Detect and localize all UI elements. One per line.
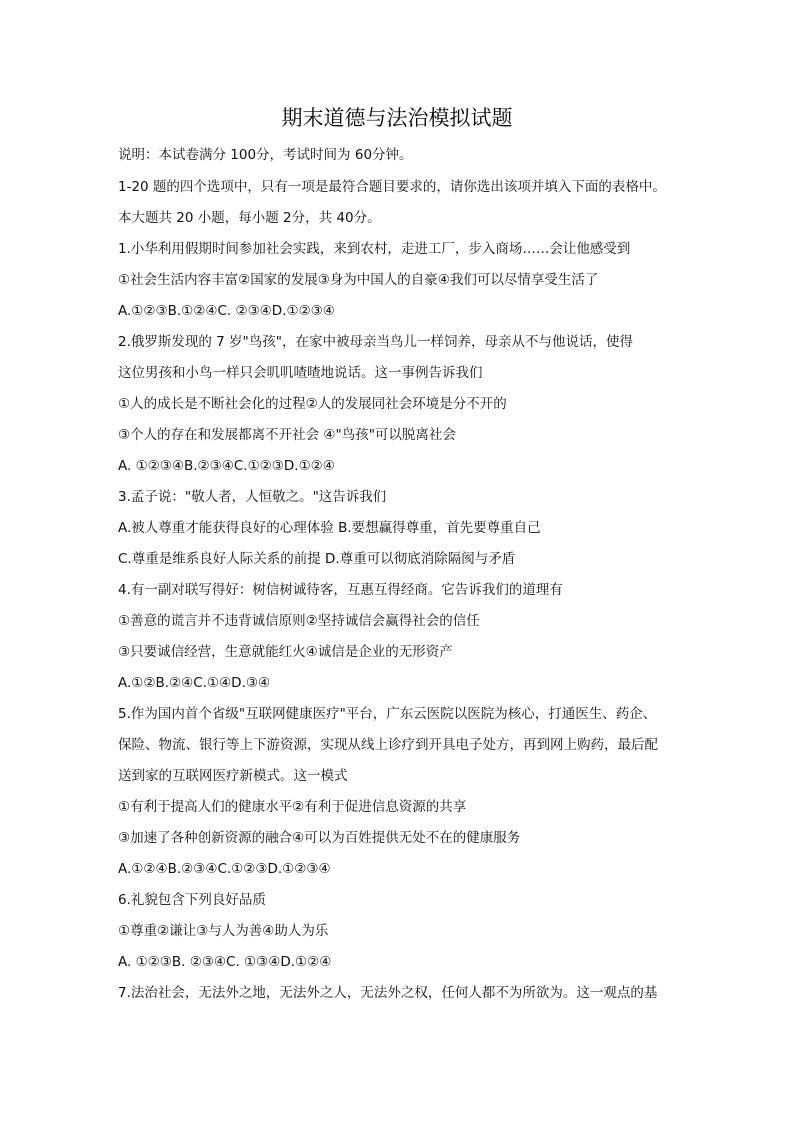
exam-title: 期末道德与法治模拟试题 xyxy=(281,106,513,130)
question-5-statements: ①有利于提高人们的健康水平②有利于促进信息资源的共享 xyxy=(118,799,467,815)
question-5-options: A.①②④B.②③④C.①②③D.①②③④ xyxy=(118,861,331,877)
question-5-stem: 保险、物流、银行等上下游资源，实现从线上诊疗到开具电子处方，再到网上购药，最后配 xyxy=(118,737,658,753)
instructions-line: 1-20 题的四个选项中，只有一项是最符合题目要求的，请你选出该项并填入下面的表格中。 xyxy=(118,179,666,195)
question-2-stem: 这位男孩和小鸟一样只会叽叽喳喳地说话。这一事例告诉我们 xyxy=(118,365,483,381)
question-6-options: A. ①②③B. ②③④C. ①③④D.①②④ xyxy=(118,954,332,970)
question-5-stem: 5.作为国内首个省级"互联网健康医疗"平台，广东云医院以医院为核心，打通医生、药企、 xyxy=(118,706,657,722)
question-1-options: A.①②③B.①②④C. ②③④D.①②③④ xyxy=(118,303,335,319)
question-3-stem: 3.孟子说："敬人者，人恒敬之。"这告诉我们 xyxy=(118,489,387,505)
question-2-options: A. ①②③④B.②③④C.①②③D.①②④ xyxy=(118,458,335,474)
question-5-statements: ③加速了各种创新资源的融合④可以为百姓提供无处不在的健康服务 xyxy=(118,830,521,846)
question-5-stem: 送到家的互联网医疗新模式。这一模式 xyxy=(118,768,348,784)
question-1-statements: ①社会生活内容丰富②国家的发展③身为中国人的自豪④我们可以尽情享受生活了 xyxy=(118,272,599,288)
question-7-stem: 7.法治社会，无法外之地，无法外之人，无法外之权，任何人都不为所欲为。这一观点的基 xyxy=(118,985,658,1001)
question-4-statements: ①善意的谎言并不违背诚信原则②坚持诚信会赢得社会的信任 xyxy=(118,613,480,629)
question-1-stem: 1.小华利用假期时间参加社会实践，来到农村，走进工厂，步入商场……会让他感受到 xyxy=(118,241,631,257)
question-6-stem: 6.礼貌包含下列良好品质 xyxy=(118,892,266,908)
question-4-options: A.①②B.②④C.①④D.③④ xyxy=(118,675,271,691)
question-6-statements: ①尊重②谦让③与人为善④助人为乐 xyxy=(118,923,329,939)
question-2-stem: 2.俄罗斯发现的 7 岁"鸟孩"，在家中被母亲当鸟儿一样饲养，母亲从不与他说话，使得 xyxy=(118,334,633,350)
instructions-line: 本大题共 20 小题，每小题 2分，共 40分。 xyxy=(118,210,381,226)
question-4-stem: 4.有一副对联写得好：树信树诚待客，互惠互得经商。它告诉我们的道理有 xyxy=(118,582,563,598)
question-2-statements: ③个人的存在和发展都离不开社会 ④"鸟孩"可以脱离社会 xyxy=(118,427,456,443)
question-2-statements: ①人的成长是不断社会化的过程②人的发展同社会环境是分不开的 xyxy=(118,396,507,412)
question-3-options: A.被人尊重才能获得良好的心理体验 B.要想赢得尊重，首先要尊重自己 xyxy=(118,520,541,536)
instructions-line: 说明：本试卷满分 100分，考试时间为 60分钟。 xyxy=(118,147,413,163)
question-4-statements: ③只要诚信经营，生意就能红火④诚信是企业的无形资产 xyxy=(118,644,453,660)
question-3-options: C.尊重是维系良好人际关系的前提 D.尊重可以彻底消除隔阂与矛盾 xyxy=(118,551,516,567)
